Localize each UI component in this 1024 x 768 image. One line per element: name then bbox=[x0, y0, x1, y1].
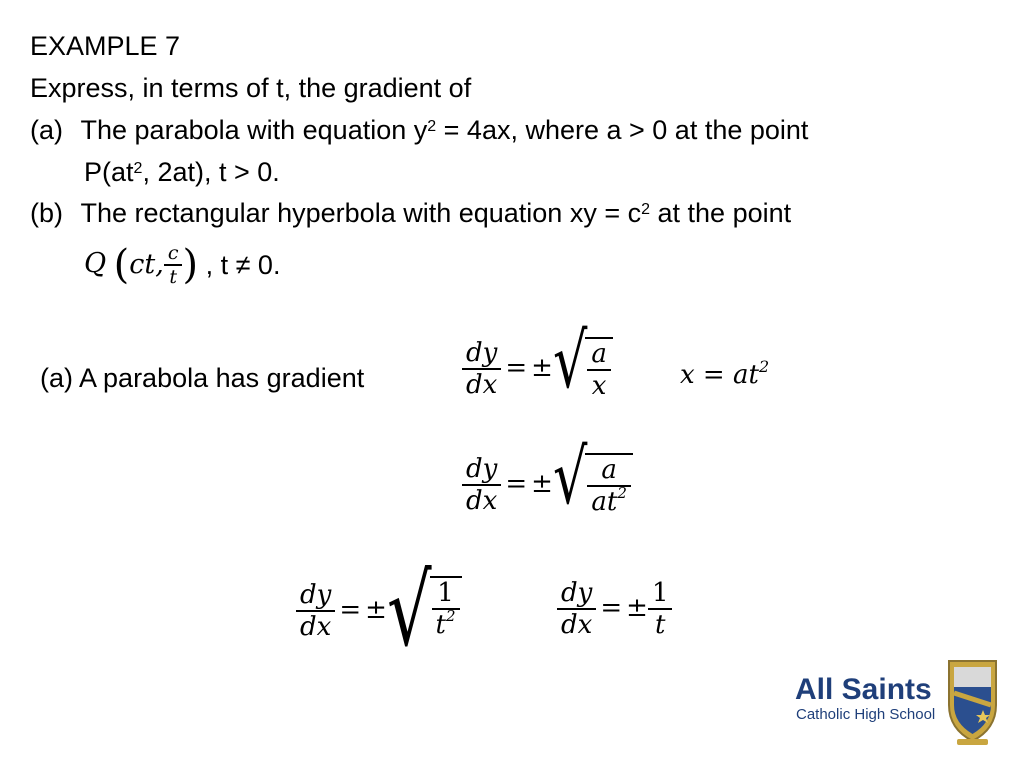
eq3-derivative bbox=[296, 580, 335, 642]
eq3-den-sup: 2 bbox=[446, 607, 456, 625]
equation-2 bbox=[462, 433, 633, 522]
part-a-point-sup: 2 bbox=[133, 160, 143, 177]
open-paren: ( bbox=[113, 241, 130, 288]
eq3-radical-sign: √ bbox=[386, 553, 432, 669]
eq2-dy: dy bbox=[462, 454, 501, 486]
part-a-label: (a) bbox=[30, 115, 63, 145]
part-a-text-1: The parabola with equation y bbox=[80, 115, 428, 145]
eq4-plus-minus: ± bbox=[626, 593, 648, 623]
point-condition: , t ≠ 0. bbox=[205, 249, 281, 280]
equation-4 bbox=[557, 578, 672, 640]
eq4-dy: dy bbox=[557, 578, 596, 610]
eq1-sqrt bbox=[552, 317, 613, 406]
part-b-label: (b) bbox=[30, 198, 63, 228]
eq1-dx: dx bbox=[466, 370, 498, 400]
eq4-dx: dx bbox=[561, 610, 593, 640]
logo-name: All Saints bbox=[795, 673, 932, 706]
eq2-num: a bbox=[587, 455, 631, 487]
part-b-line-1 bbox=[30, 197, 791, 229]
part-a-line-1 bbox=[30, 114, 808, 146]
equation-1 bbox=[462, 317, 613, 406]
eq3-dx: dx bbox=[300, 612, 332, 642]
part-a-text-2: = 4ax, where a > 0 at the point bbox=[436, 115, 809, 145]
x-sub-sup: 2 bbox=[758, 357, 770, 376]
eq3-plus-minus: ± bbox=[365, 595, 387, 625]
eq4-num: 1 bbox=[648, 578, 673, 610]
eq3-equals: = bbox=[339, 595, 362, 625]
eq2-den: at bbox=[591, 487, 618, 517]
solution-a-label: (a) A parabola has gradient bbox=[40, 363, 365, 393]
eq2-equals: = bbox=[505, 469, 528, 499]
eq1-radical-sign: √ bbox=[552, 317, 588, 406]
crest-icon bbox=[945, 655, 1000, 747]
x-sub-text: x = at bbox=[680, 360, 759, 390]
school-logo bbox=[795, 655, 1000, 747]
part-b-sup-1: 2 bbox=[641, 201, 651, 218]
close-paren: ) bbox=[182, 241, 199, 288]
point-fraction-den: t bbox=[169, 265, 177, 288]
eq3-sqrt bbox=[386, 553, 462, 669]
point-q: Q bbox=[84, 248, 107, 279]
eq2-radical-sign: √ bbox=[552, 433, 588, 522]
eq2-sqrt bbox=[552, 433, 633, 522]
eq3-den: t bbox=[435, 610, 446, 640]
eq1-derivative bbox=[462, 338, 501, 400]
part-b-line-2 bbox=[84, 238, 280, 292]
eq2-dx: dx bbox=[466, 486, 498, 516]
eq1-den: x bbox=[591, 371, 607, 401]
eq1-dy: dy bbox=[462, 338, 501, 370]
point-fraction bbox=[164, 242, 183, 288]
eq4-derivative bbox=[557, 578, 596, 640]
eq1-plus-minus: ± bbox=[531, 353, 553, 383]
part-a-point-2: , 2at), t > 0. bbox=[142, 157, 280, 187]
eq3-num: 1 bbox=[432, 578, 460, 610]
eq4-fraction bbox=[648, 578, 673, 640]
point-ct: ct, bbox=[129, 248, 164, 280]
eq1-equals: = bbox=[505, 353, 528, 383]
part-b-text-2: at the point bbox=[650, 198, 792, 228]
eq2-den-sup: 2 bbox=[617, 484, 627, 502]
eq2-plus-minus: ± bbox=[531, 469, 553, 499]
part-b-text-1: The rectangular hyperbola with equation xy = c bbox=[80, 198, 642, 228]
example-heading: EXAMPLE 7 bbox=[30, 31, 181, 61]
intro-text: Express, in terms of t, the gradient of bbox=[30, 73, 472, 103]
part-a-point-1: P(at bbox=[84, 157, 134, 187]
eq1-num: a bbox=[587, 339, 611, 371]
x-substitution bbox=[680, 357, 770, 390]
part-a-sup-1: 2 bbox=[427, 118, 437, 135]
eq3-dy: dy bbox=[296, 580, 335, 612]
part-a-line-2 bbox=[84, 156, 280, 188]
point-fraction-num: c bbox=[164, 242, 183, 266]
equation-3 bbox=[296, 553, 462, 669]
eq4-den: t bbox=[654, 610, 666, 640]
logo-subtitle: Catholic High School bbox=[796, 706, 936, 723]
eq4-equals: = bbox=[600, 593, 623, 623]
eq2-derivative bbox=[462, 454, 501, 516]
